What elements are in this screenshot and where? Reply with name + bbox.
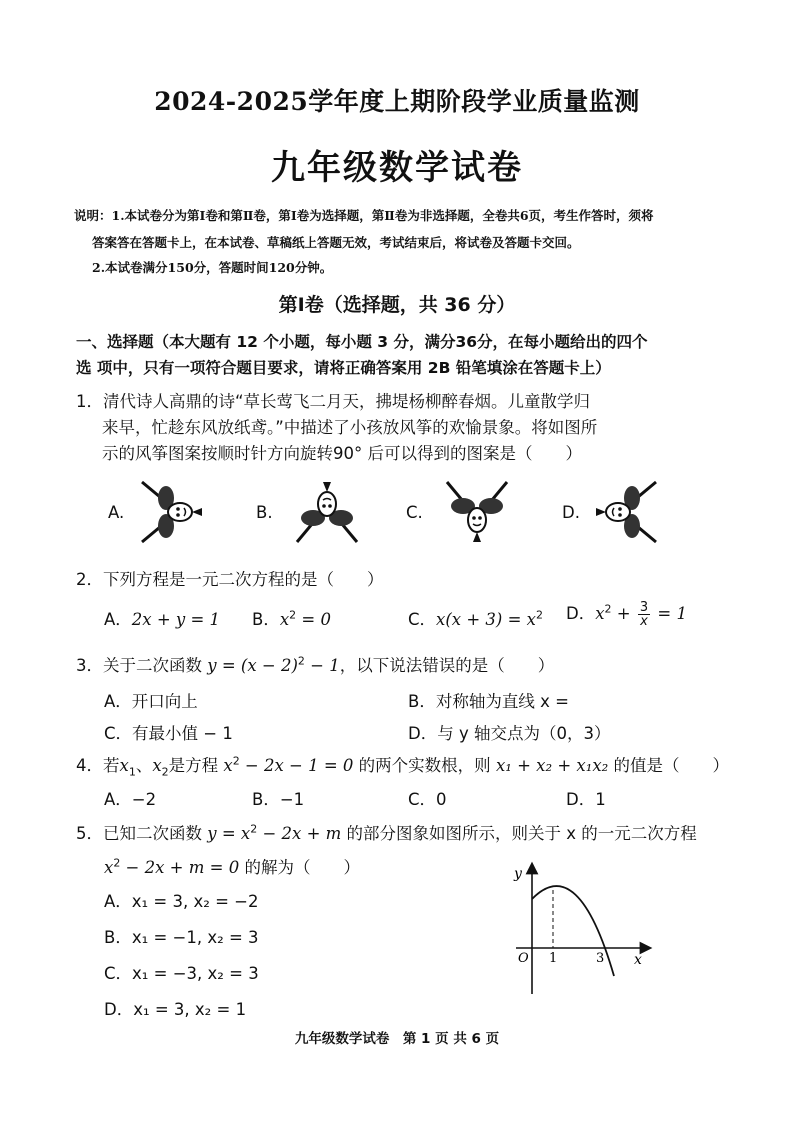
graph-one-label: 1 xyxy=(549,951,558,966)
q1-kite-a-icon xyxy=(132,474,212,550)
q3-option-d: D．与 y 轴交点为（0，3） xyxy=(408,724,611,743)
graph-origin-label: O xyxy=(518,951,529,966)
graph-x-label: x xyxy=(634,952,642,968)
q1-kite-b-icon xyxy=(282,474,372,550)
q4-stem: 4．若$x_1$、$x_2$是方程 $x^2 - 2x - 1 = 0$ 的两个实数根，则 x₁ + x₂ + x₁x₂ 的值是（ ） xyxy=(76,754,729,779)
section-instruction-1: 一、选择题（本大题有 12 个小题，每小题 3 分，满分36分，在每小题给出的四个 xyxy=(76,333,648,351)
q1-kite-d-icon xyxy=(586,474,666,550)
q5-option-b: B．x₁ = −1, x₂ = 3 xyxy=(104,928,259,947)
section-title: 第Ⅰ卷（选择题，共 36 分） xyxy=(278,294,516,316)
q1-option-c-label: C. xyxy=(406,503,423,522)
q1-line-1: 1．清代诗人高鼎的诗“草长莺飞二月天，拂堤杨柳醉春烟。儿童散学归 xyxy=(76,392,591,411)
q5-option-d: D．x₁ = 3, x₂ = 1 xyxy=(104,1000,247,1019)
q3-stem: 3．关于二次函数 $y = (x - 2)^2 - 1$，以下说法错误的是（ ） xyxy=(76,654,555,675)
section-instruction-2: 选 项中，只有一项符合题目要求，请将正确答案用 2B 铅笔填涂在答题卡上） xyxy=(76,359,611,377)
q3-option-c: C．有最小值 − 1 xyxy=(104,724,233,743)
q2-option-a: A．2x + y = 1 xyxy=(104,610,221,629)
q1-option-a-label: A. xyxy=(108,503,125,522)
q4-option-d: D．1 xyxy=(566,790,606,809)
q5-parabola-graph xyxy=(508,858,658,998)
note-line-2: 答案答在答题卡上，在本试卷、草稿纸上答题无效，考试结束后，将试卷及答题卡交回。 xyxy=(92,235,580,250)
q4-option-b: B．−1 xyxy=(252,790,305,809)
q5-line-2: $x^2 - 2x + m = 0$ 的解为（ ） xyxy=(104,856,360,877)
q1-line-3: 示的风筝图案按顺时针方向旋转90° 后可以得到的图案是（ ） xyxy=(102,444,582,463)
page-footer: 九年级数学试卷 第 1 页 共 6 页 xyxy=(294,1031,500,1047)
q2-d-fraction: $\frac{3}{x}$ xyxy=(639,600,649,629)
q3-option-b: B．对称轴为直线 x = xyxy=(408,692,569,711)
note-line-1: 说明：1.本试卷分为第Ⅰ卷和第Ⅱ卷，第Ⅰ卷为选择题，第Ⅱ卷为非选择题，全卷共6页，考生作答时，须将 xyxy=(74,208,654,223)
q1-option-d-label: D. xyxy=(562,503,580,522)
q3-option-a: A．开口向上 xyxy=(104,692,198,711)
q1-option-b-label: B. xyxy=(256,503,273,522)
q5-option-a: A．x₁ = 3, x₂ = −2 xyxy=(104,892,259,911)
q1-line-2: 来早，忙趁东风放纸鸢。”中描述了小孩放风筝的欢愉景象。将如图所 xyxy=(102,418,598,437)
q1-kite-c-icon xyxy=(430,474,524,550)
q2-option-d: D．$x^2$ + $\frac{3}{x}$ = 1 xyxy=(566,600,687,629)
q4-option-a: A．−2 xyxy=(104,790,157,809)
exam-title: 2024-2025学年度上期阶段学业质量监测 xyxy=(154,87,640,116)
graph-y-label: y xyxy=(514,866,522,882)
q5-line-1: 5．已知二次函数 $y = x^2 - 2x + m$ 的部分图象如图所示，则关于 x 的一元二次方程 xyxy=(76,822,697,843)
q5-option-c: C．x₁ = −3, x₂ = 3 xyxy=(104,964,259,983)
q2-option-c: C．$x(x + 3) = x^2$ xyxy=(408,608,543,629)
q2-stem: 2．下列方程是一元二次方程的是（ ） xyxy=(76,570,384,589)
q4-option-c: C．0 xyxy=(408,790,447,809)
q2-option-b: B．$x^2 = 0$ xyxy=(252,608,331,629)
note-line-3: 2.本试卷满分150分，答题时间120分钟。 xyxy=(92,260,333,275)
exam-subtitle: 九年级数学试卷 xyxy=(271,148,523,188)
graph-three-label: 3 xyxy=(596,951,605,966)
